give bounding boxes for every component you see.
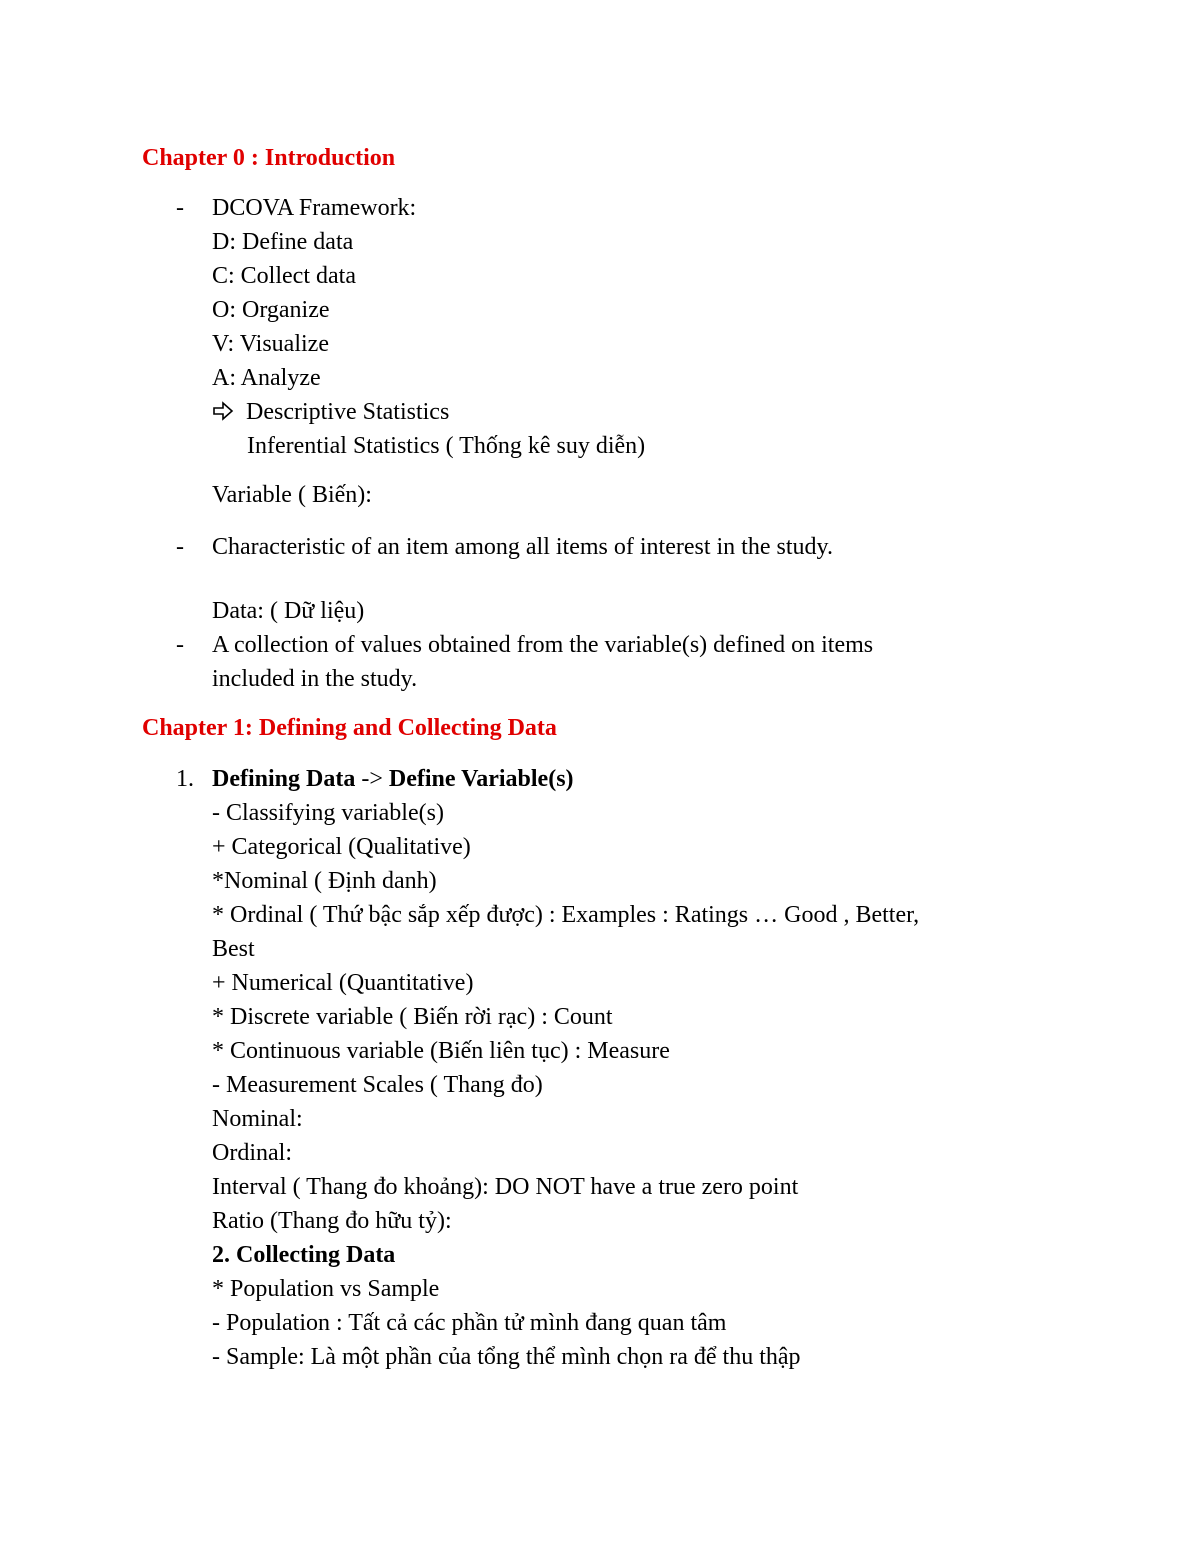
- data-definition: A collection of values obtained from the variable(s) defined on items: [212, 632, 874, 658]
- note-line: * Discrete variable ( Biến rời rạc) : Count: [212, 1004, 613, 1030]
- note-line: + Numerical (Quantitative): [212, 970, 474, 996]
- variable-definition: Characteristic of an item among all items of interest in the study.: [212, 534, 833, 560]
- arrow-item-continuation: Inferential Statistics ( Thống kê suy diễn): [247, 433, 646, 459]
- dash-bullet: -: [176, 195, 184, 221]
- note-line: Ratio (Thang đo hữu tỷ):: [212, 1208, 452, 1234]
- chapter0-title: Chapter 0 : Introduction: [142, 145, 396, 171]
- chapter1-title: Chapter 1: Defining and Collecting Data: [142, 715, 557, 741]
- dash-bullet: -: [176, 632, 184, 658]
- right-outline-arrow-icon: [212, 400, 234, 422]
- collecting-heading: 2. Collecting Data: [212, 1242, 396, 1268]
- note-line: * Ordinal ( Thứ bậc sắp xếp được) : Examples : Ratings … Good , Better,: [212, 902, 920, 928]
- list-number: 1.: [176, 766, 194, 792]
- note-line: * Population vs Sample: [212, 1276, 440, 1302]
- note-line: *Nominal ( Định danh): [212, 868, 437, 894]
- arrow-item-text: Descriptive Statistics: [246, 399, 450, 425]
- dcova-item: A: Analyze: [212, 365, 321, 391]
- note-line: Best: [212, 936, 255, 962]
- dcova-item: O: Organize: [212, 297, 330, 323]
- note-line: + Categorical (Qualitative): [212, 834, 471, 860]
- arrow-item: [212, 397, 449, 427]
- note-line: - Measurement Scales ( Thang đo): [212, 1072, 543, 1098]
- note-line: Ordinal:: [212, 1140, 292, 1166]
- note-line: * Continuous variable (Biến liên tục) : Measure: [212, 1038, 670, 1064]
- data-label: Data: ( Dữ liệu): [212, 598, 365, 624]
- dcova-item: V: Visualize: [212, 331, 329, 357]
- note-line: Interval ( Thang đo khoảng): DO NOT have a true zero point: [212, 1174, 799, 1200]
- note-line: - Population : Tất cả các phần tử mình đang quan tâm: [212, 1310, 727, 1336]
- heading-part: Defining Data: [212, 766, 356, 792]
- note-line: - Classifying variable(s): [212, 800, 444, 826]
- heading-arrow: ->: [355, 766, 389, 792]
- note-line: Nominal:: [212, 1106, 303, 1132]
- heading-part: Define Variable(s): [388, 766, 574, 792]
- variable-label: Variable ( Biến):: [212, 482, 372, 508]
- data-definition-continuation: included in the study.: [212, 666, 418, 692]
- dcova-heading: DCOVA Framework:: [212, 195, 417, 221]
- note-line: - Sample: Là một phần của tổng thể mình chọn ra để thu thập: [212, 1344, 801, 1370]
- list-item-heading: [212, 764, 574, 794]
- dcova-item: D: Define data: [212, 229, 354, 255]
- dcova-item: C: Collect data: [212, 263, 356, 289]
- dash-bullet: -: [176, 534, 184, 560]
